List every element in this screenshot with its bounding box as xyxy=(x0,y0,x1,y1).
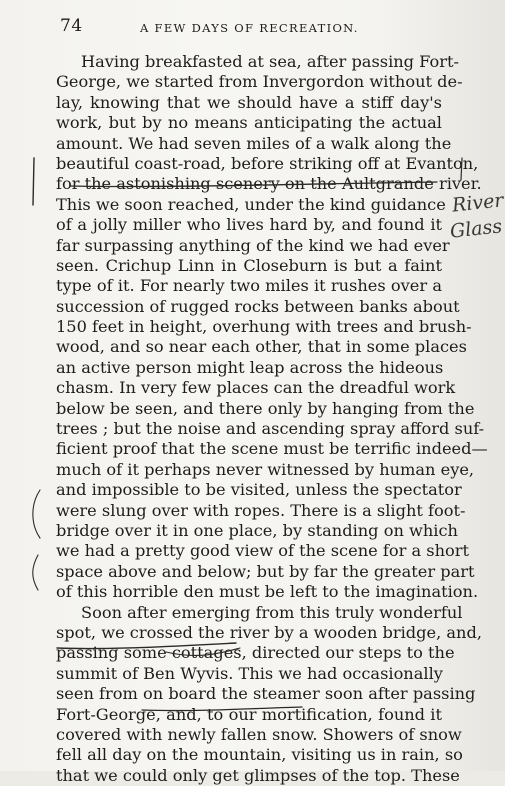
page-number: 74 xyxy=(60,16,83,36)
text-line: were slung over with ropes. There is a slight foot- xyxy=(56,500,466,520)
text-line: summit of Ben Wyvis. This we had occasionally xyxy=(56,663,443,683)
text-line: fell all day on the mountain, visiting us in rain, so xyxy=(56,745,463,765)
text-line: spot, we crossed the river by a wooden bridge, and, xyxy=(56,622,482,642)
text-line: an active person might leap across the hideous xyxy=(56,357,444,377)
text-line: Soon after emerging from this truly wonderful xyxy=(81,602,463,622)
text-line: that we could only get glimpses of the top. These xyxy=(56,765,460,785)
text-line: covered with newly fallen snow. Showers of snow xyxy=(56,724,462,744)
text-line: type of it. For nearly two miles it rushes over a xyxy=(56,276,442,296)
text-line: George, we started from Invergordon without de- xyxy=(56,72,463,92)
text-line: ficient proof that the scene must be terrific indeed— xyxy=(56,439,488,459)
margin-note-river: River xyxy=(450,189,505,217)
text-line: beautiful coast-road, before striking off at Evanton, xyxy=(56,153,479,173)
text-line: 150 feet in height, overhung with trees and brush- xyxy=(56,317,472,337)
text-line: Having breakfasted at sea, after passing Fort- xyxy=(81,52,459,71)
text-line: of a jolly miller who lives hard by, and found it xyxy=(56,215,442,235)
margin-curve-1 xyxy=(33,490,40,538)
text-line: This we soon reached, under the kind guidance xyxy=(56,194,446,214)
text-line: work, but by no means anticipating the actual xyxy=(56,113,442,133)
text-line: amount. We had seven miles of a walk along the xyxy=(56,133,452,153)
text-line: Fort-George, and, to our mortification, found it xyxy=(56,704,442,724)
running-title: A FEW DAYS OF RECREATION. xyxy=(140,21,359,35)
text-line: seen from on board the steamer soon after passing xyxy=(56,684,476,704)
text-line: bridge over it in one place, by standing on which xyxy=(56,520,458,540)
text-line: lay, knowing that we should have a stiff day's xyxy=(56,92,442,112)
text-line: of this horrible den must be left to the imagination. xyxy=(56,582,479,602)
text-line: far surpassing anything of the kind we had ever xyxy=(56,235,450,255)
text-line: for the astonishing scenery on the Aultgrande river. xyxy=(56,174,482,194)
margin-bracket-top xyxy=(33,158,34,205)
margin-note-glass: Glass xyxy=(448,215,504,243)
text-line: space above and below; but by far the greater part xyxy=(56,561,475,581)
text-line: wood, and so near each other, that in some places xyxy=(56,337,467,357)
text-line: passing some cottages, directed our steps to the xyxy=(56,643,455,663)
text-line: and impossible to be visited, unless the spectator xyxy=(56,480,462,500)
margin-curve-2 xyxy=(33,555,38,590)
text-line: much of it perhaps never witnessed by human eye, xyxy=(56,459,475,479)
text-line: below be seen, and there only by hanging from the xyxy=(56,398,475,418)
text-line: succession of rugged rocks between banks about xyxy=(56,296,460,316)
text-line: seen. Crichup Linn in Closeburn is but a faint xyxy=(56,255,442,275)
text-line: chasm. In very few places can the dreadful work xyxy=(56,378,456,398)
text-line: we had a pretty good view of the scene for a short xyxy=(56,541,469,561)
text-line: trees ; but the noise and ascending spray afford suf- xyxy=(56,419,485,439)
